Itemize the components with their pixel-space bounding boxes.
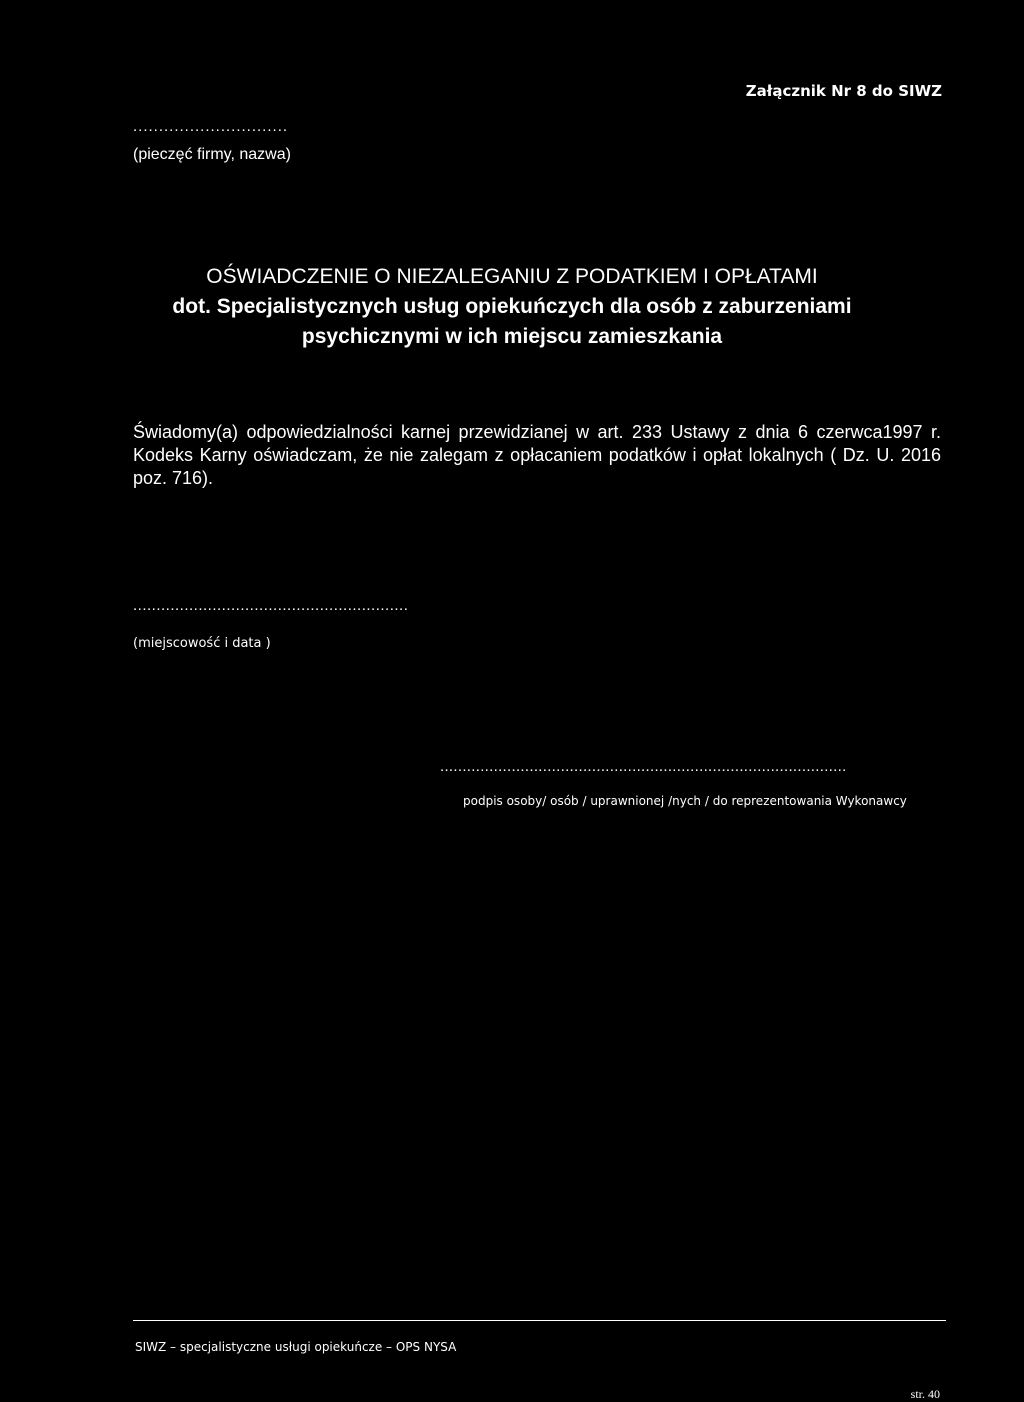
declaration-paragraph: Świadomy(a) odpowiedzialności karnej przewidzianej w art. 233 Ustawy z dnia 6 czerwca1997 r. Kodeks Karny oświadczam, że nie zalegam z opłacaniem podatków i opłat lokalnych ( Dz. U. 2016 poz. 716). (133, 422, 941, 488)
signature-dotted-line: ........................................................................................... (440, 758, 847, 775)
attachment-label: Załącznik Nr 8 do SIWZ (745, 82, 942, 100)
title-line-3: psychicznymi w ich miejscu zamieszkania (301, 325, 723, 348)
place-date-dotted-line: ........................................................... (133, 597, 409, 614)
place-date-label: (miejscowość i data ) (133, 636, 271, 651)
signature-label: podpis osoby/ osób / uprawnionej /nych / do reprezentowania Wykonawcy (463, 794, 907, 808)
title-line-1: OŚWIADCZENIE O NIEZALEGANIU Z PODATKIEM I OPŁATAMI (206, 265, 818, 288)
stamp-label: (pieczęć firmy, nazwa) (133, 146, 291, 163)
footer-divider (133, 1320, 946, 1321)
page-number: str. 40 (910, 1387, 940, 1401)
title-line-2: dot. Specjalistycznych usług opiekuńczych dla osób z zaburzeniami (172, 295, 852, 318)
footer-text: SIWZ – specjalistyczne usługi opiekuńcze – OPS NYSA (135, 1340, 457, 1354)
document-title (0, 262, 1024, 352)
stamp-dotted-line: .............................. (133, 118, 289, 135)
